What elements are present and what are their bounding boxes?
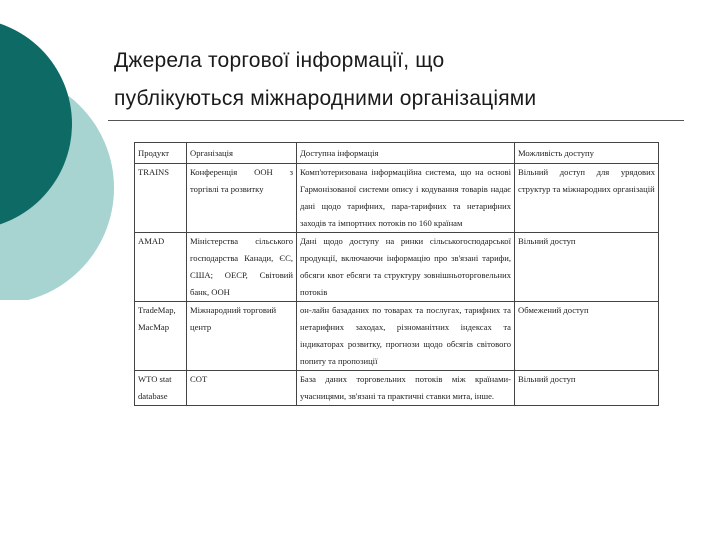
table-row xyxy=(135,371,659,406)
cell-product: TRAINS xyxy=(135,164,187,233)
cell-access: Вільний доступ для урядових структур та міжнародних організацій xyxy=(515,164,659,233)
decorative-circles xyxy=(0,0,130,300)
cell-organization: СОТ xyxy=(187,371,297,406)
table-row xyxy=(135,302,659,371)
table-row xyxy=(135,164,659,233)
info-sources-table xyxy=(134,142,659,406)
cell-organization: Міжнародний торговий центр xyxy=(187,302,297,371)
cell-product: WTO stat database xyxy=(135,371,187,406)
cell-product: TradeMap, MacMap xyxy=(135,302,187,371)
header-organization: Організація xyxy=(187,143,297,164)
cell-access: Вільний доступ xyxy=(515,371,659,406)
header-access: Можливість доступу xyxy=(515,143,659,164)
cell-information: Дані щодо доступу на ринки сільськогосподарської продукції, включаючи інформацію про зв'язані тарифи, обсяги квот ебсяги та структуру зовнішньоторговельних потоків xyxy=(297,233,515,302)
header-information: Доступна інформація xyxy=(297,143,515,164)
cell-information: он-лайн базаданих по товарах та послугах, тарифних та нетарифних заходах, різноманітних індексах та індикаторах розвитку, прогнози щодо обсягів світового попиту та пропозиції xyxy=(297,302,515,371)
slide-title xyxy=(114,42,704,118)
table-row xyxy=(135,233,659,302)
cell-organization: Міністерства сільського господарства Канади, ЄС, США; ОЕСР, Світовий банк, ООН xyxy=(187,233,297,302)
header-product: Продукт xyxy=(135,143,187,164)
title-divider xyxy=(108,120,684,121)
title-line-1: Джерела торгової інформації, що xyxy=(114,49,445,72)
cell-organization: Конференція ООН з торгівлі та розвитку xyxy=(187,164,297,233)
cell-product: AMAD xyxy=(135,233,187,302)
cell-access: Обмежений доступ xyxy=(515,302,659,371)
cell-information: Комп'ютеризована інформаційна система, що на основі Гармонізованої системи опису і кодування товарів надає дані щодо тарифних, пара-тарифних та нетарифних заходів та імпортних потоків по 160 країнам xyxy=(297,164,515,233)
title-line-2: публікуються міжнародними організаціями xyxy=(114,87,537,110)
cell-access: Вільний доступ xyxy=(515,233,659,302)
cell-information: База даних торговельних потоків між країнами-учасницями, зв'язані та практичні ставки мита, інше. xyxy=(297,371,515,406)
table-header-row xyxy=(135,143,659,164)
